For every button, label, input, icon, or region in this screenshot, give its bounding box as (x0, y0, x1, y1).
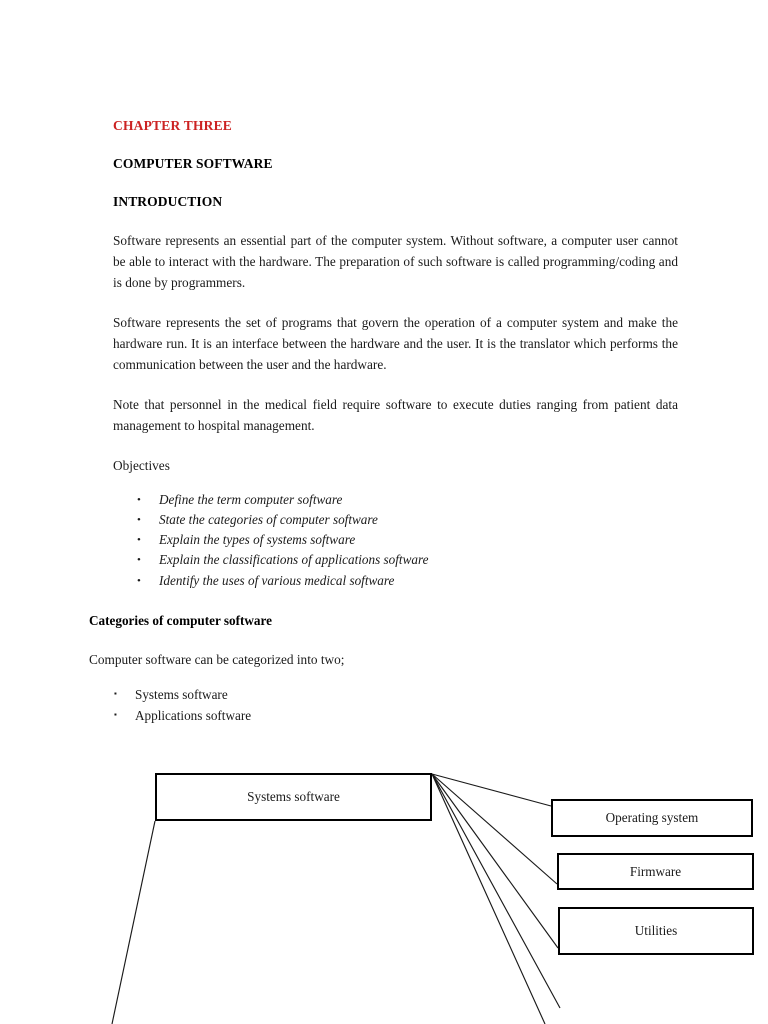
diagram-box-operating-system (551, 799, 753, 837)
connector-to-utilities (432, 774, 558, 948)
paragraph-2: Software represents the set of programs that govern the operation of a computer system and make the hardware run. It is an interface between the hardware and the user. It is the translator which performs the communication between the user and the hardware. (113, 314, 678, 372)
categories-list (89, 684, 689, 726)
bullet-dot-icon: • (137, 574, 141, 587)
bullet-dot-icon: • (137, 493, 141, 506)
diagram-box-label: Utilities (634, 923, 678, 939)
objectives-label: Objectives (113, 457, 170, 473)
connector-to-applications-software (112, 821, 155, 1024)
categories-intro-text: Computer software can be categorized into two; (89, 651, 345, 667)
list-item-label: Explain the classifications of applications software (159, 552, 429, 568)
list-item-label: State the categories of computer software (159, 511, 378, 527)
list-item-label: Applications software (135, 708, 252, 724)
connector-overflow-1 (432, 774, 560, 1008)
section-heading-introduction: INTRODUCTION (113, 194, 223, 210)
diagram-box-label: Systems software (247, 789, 340, 805)
bullet-square-icon: ▪ (114, 688, 117, 698)
diagram-box-label: Operating system (605, 810, 699, 826)
list-item-label: Define the term computer software (159, 491, 343, 507)
paragraph-1: Software represents an essential part of the computer system. Without software, a computer user cannot be able to interact with the hardware. The preparation of such software is called programming/coding and is done by programmers. (113, 232, 678, 290)
list-item (89, 550, 689, 570)
list-item (89, 684, 689, 705)
list-item (89, 490, 689, 510)
diagram-box-systems-software (155, 773, 432, 821)
list-item (89, 705, 689, 726)
diagram-box-label: Firmware (629, 863, 682, 879)
diagram-box-utilities (558, 907, 754, 955)
document-text-column (89, 118, 689, 726)
connector-overflow-2 (432, 774, 545, 1024)
list-item (89, 510, 689, 530)
section-heading-categories: Categories of computer software (89, 613, 272, 629)
diagram-box-firmware (557, 853, 754, 890)
bullet-dot-icon: • (137, 534, 141, 547)
connector-to-operating-system (432, 774, 551, 806)
list-item (89, 530, 689, 550)
bullet-dot-icon: • (137, 554, 141, 567)
chapter-label: CHAPTER THREE (113, 118, 232, 133)
connector-to-firmware (432, 774, 557, 884)
paragraph-3: Note that personnel in the medical field require software to execute duties ranging from patient data management to hospital management. (113, 396, 678, 433)
list-item-label: Systems software (135, 686, 228, 702)
list-item-label: Identify the uses of various medical software (159, 572, 395, 588)
page-title: COMPUTER SOFTWARE (113, 156, 273, 172)
objectives-list (89, 490, 689, 592)
bullet-square-icon: ▪ (114, 710, 117, 720)
bullet-dot-icon: • (137, 513, 141, 526)
list-item-label: Explain the types of systems software (159, 532, 356, 548)
list-item (89, 571, 689, 591)
